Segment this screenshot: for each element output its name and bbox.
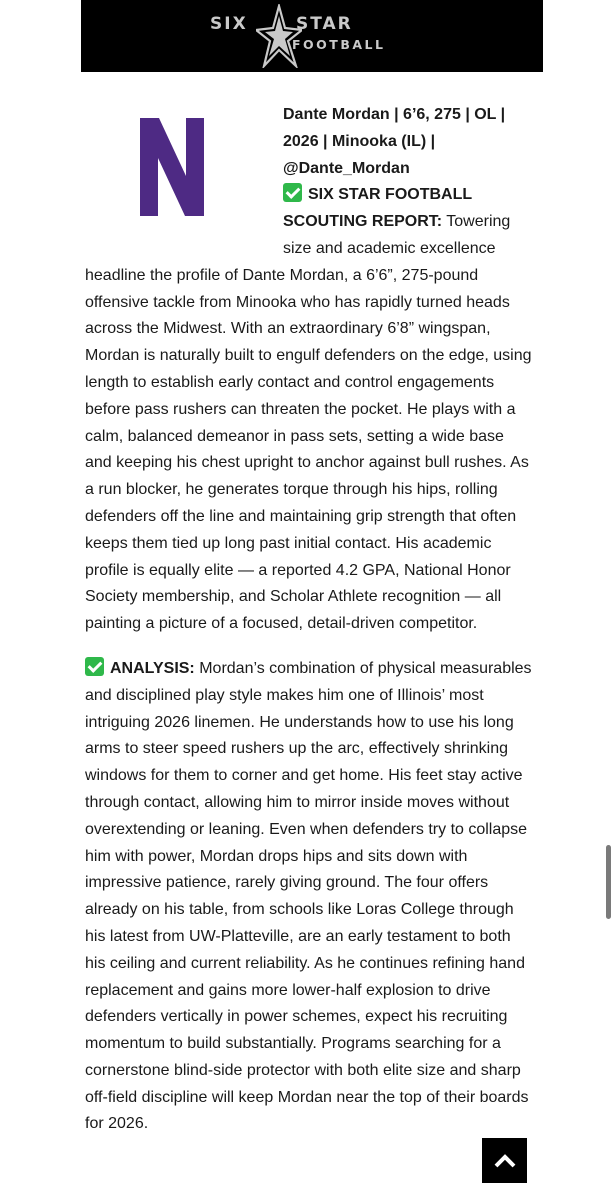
scrollbar-thumb[interactable] [606,845,611,919]
logo-word-star: STAR [296,14,353,34]
scouting-report-text: Towering size and academic excellence headline the profile of Dante Mordan, a 6’6”, 275-pound offensive tackle from Minooka who has rapidly turned heads across the Midwest. With an extraordinary 6’8” wingspan, Mordan is naturally built to engulf defenders on the edge, using length to establish early contact and control engagements before pass rushers can threaten the pocket. He plays with a calm, balanced demeanor in pass sets, setting a wide base and keeping his chest upright to anchor against bull rushes. As a run blocker, he generates torque through his hips, rolling defenders off the line and maintaining grip strength that often keeps them tied up long past initial contact. His academic profile is equally elite — a reported 4.2 GPA, National Honor Society membership, and Scholar Athlete recognition — all painting a picture of a focused, detail-driven competitor. [85,213,532,633]
logo-spacer [85,102,283,236]
logo-word-six: SIX [210,14,248,34]
logo-word-football: FOOTBALL [292,37,386,52]
six-star-football-logo[interactable] [204,4,414,68]
article-body [85,102,533,1138]
site-header [81,0,543,72]
player-headline: Dante Mordan | 6’6, 275 | OL | 2026 | Minooka (IL) | @Dante_Mordan [283,106,506,177]
back-to-top-button[interactable] [482,1138,527,1183]
scouting-report-label: SIX STAR FOOTBALL SCOUTING REPORT: [283,186,472,231]
analysis-text: Mordan’s combination of physical measurables and disciplined play style makes him one of Illinois’ most intriguing 2026 linemen. He understands how to use his long arms to steer speed rushers up the arc, effectively shrinking windows for them to corner and get home. His feet stay active through contact, allowing him to mirror inside moves without overextending or leaning. Even when defenders try to collapse him with power, Mordan drops hips and sits down with impressive patience, rarely giving ground. The four offers already on his table, from schools like Loras College through his latest from UW-Platteville, are an early testament to both his ceiling and current reliability. As he continues refining hand replacement and gains more lower-half explosion to drive defenders vertically in power schemes, expect his recruiting momentum to build substantially. Programs searching for a cornerstone blind-side protector with both elite size and sharp off-field discipline will keep Mordan near the top of their boards for 2026. [85,659,532,1133]
check-mark-icon [85,657,104,676]
chevron-up-icon [494,1154,516,1168]
check-mark-icon [283,183,302,202]
analysis-label: ANALYSIS: [110,659,195,677]
